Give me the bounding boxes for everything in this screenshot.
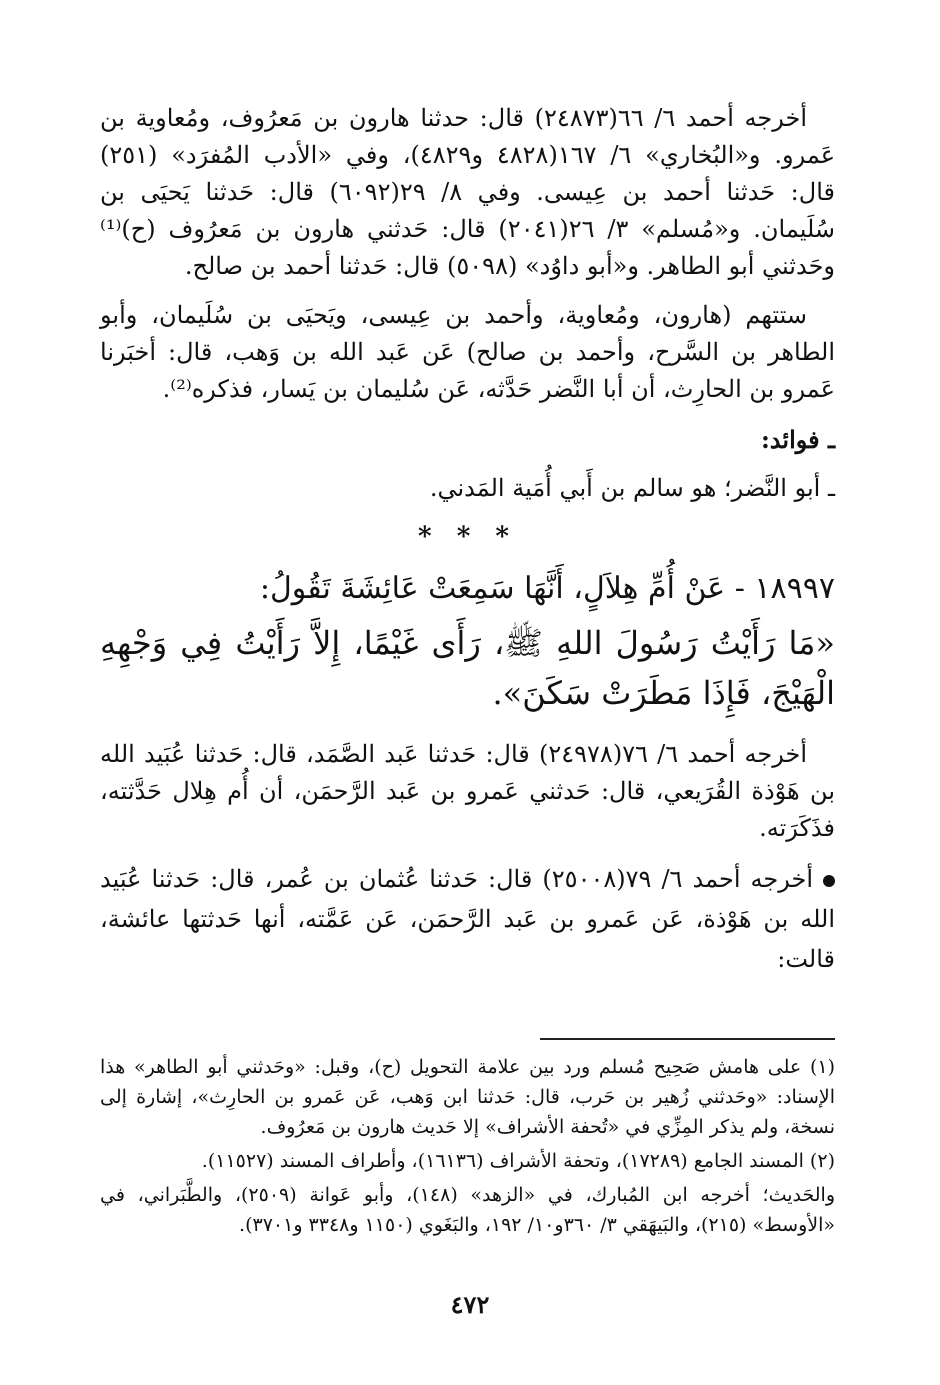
section-separator: * * * (418, 522, 517, 552)
bullet-icon (823, 875, 835, 887)
takhrij-paragraph-4 (100, 859, 835, 979)
benefit-item: ـ أبو النَّضر؛ هو سالم بن أَبي أُمَية المَدني. (429, 474, 835, 502)
footnote-1: (١) على هامش صَحِيح مُسلم ورد بين علامة التحويل (ح)، وقبل: «وحَدثني أبو الطاهر» هذا الإسناد: «وحَدثني زُهير بن حَرب، قال: حَدثنا ابن وَهب، عَن عَمرو بن الحارِث»، إشارة إلى نسخة، ولم يذكر المِزِّي في «تُحفة الأشراف» إلا حَديث هارون بن مَعرُوف. (100, 1056, 835, 1138)
footnote-2: (٢) المسند الجامع (١٧٢٨٩)، وتحفة الأشراف (١٦١٣٦)، وأطراف المسند (١١٥٢٧). (201, 1150, 835, 1172)
footnote-3: والحَديث؛ أخرجه ابن المُبارك، في «الزهد» (١٤٨)، وأبو عَوانة (٢٥٠٩)، والطَّبَراني، في «الأوسط» (٢١٥)، والبَيهَقي ٣/ ٣٦٠و١٠/ ١٩٢، والبَغَوي (١١٥٠ و٣٣٤٨ و٣٧٠١). (100, 1184, 836, 1236)
takhrij-paragraph-1: أخرجه أحمد ٦/ ٦٦(٢٤٨٧٣) قال: حدثنا هارون بن مَعرُوف، ومُعاوية بن عَمرو. و«البُخاري» ٦/ ١٦٧(٤٨٢٨ و٤٨٢٩)، وفي «الأدب المُفرَد» (٢٥١) قال: حَدثنا أحمد بن عِيسى. وفي ٨/ ٢٩(٦٠٩٢) قال: حَدثنا يَحيَى بن سُلَيمان. و«مُسلم» ٣/ ٢٦(٢٠٤١) قال: حَدثني هارون بن مَعرُوف (ح)⁽¹⁾ وحَدثني أبو الطاهر. و«أبو داوُد» (٥٠٩٨) قال: حَدثنا أحمد بن صالح. (100, 104, 836, 280)
benefits-heading: ـ فوائد: (760, 425, 835, 454)
hadith-text: «مَا رَأَيْتُ رَسُولَ اللهِ ﷺ، رَأَى غَيْمًا، إِلاَّ رَأَيْتُ فِي وَجْهِهِ الْهَيْجَ، فَإِذَا مَطَرَتْ سَكَنَ». (100, 624, 835, 712)
footnote-divider (540, 1038, 835, 1040)
page-number: ٤٧٢ (450, 1290, 490, 1319)
takhrij-paragraph-4-text: أخرجه أحمد ٦/ ٧٩(٢٥٠٠٨) قال: حَدثنا عُثمان بن عُمر، قال: حَدثنا عُبَيد الله بن هَوْذة، عَن عَمرو بن عَبد الرَّحمَن، عَن عَمَّته، أنها حَدثتها عائشة، قالت: (100, 865, 835, 973)
footnotes (100, 1052, 835, 1244)
takhrij-paragraph-3: أخرجه أحمد ٦/ ٧٦(٢٤٩٧٨) قال: حَدثنا عَبد الصَّمَد، قال: حَدثنا عُبَيد الله بن هَوْذة القُرَيعي، قال: حَدثني عَمرو بن عَبد الرَّحمَن، أن أُم هِلال حَدَّثته، فذَكَرَته. (100, 740, 835, 842)
hadith-heading: ١٨٩٩٧ - عَنْ أُمِّ هِلاَلٍ، أَنَّهَا سَمِعَتْ عَائِشَةَ تَقُولُ: (259, 571, 835, 606)
main-text (100, 100, 835, 989)
takhrij-paragraph-2: ستتهم (هارون، ومُعاوية، وأحمد بن عِيسى، ويَحيَى بن سُلَيمان، وأبو الطاهر بن السَّرح، وأحمد بن صالح) عَن عَبد الله بن وَهب، قال: أخبَرنا عَمرو بن الحارِث، أن أبا النَّضر حَدَّثه، عَن سُليمان بن يَسار، فذكره⁽²⁾. (100, 301, 835, 403)
